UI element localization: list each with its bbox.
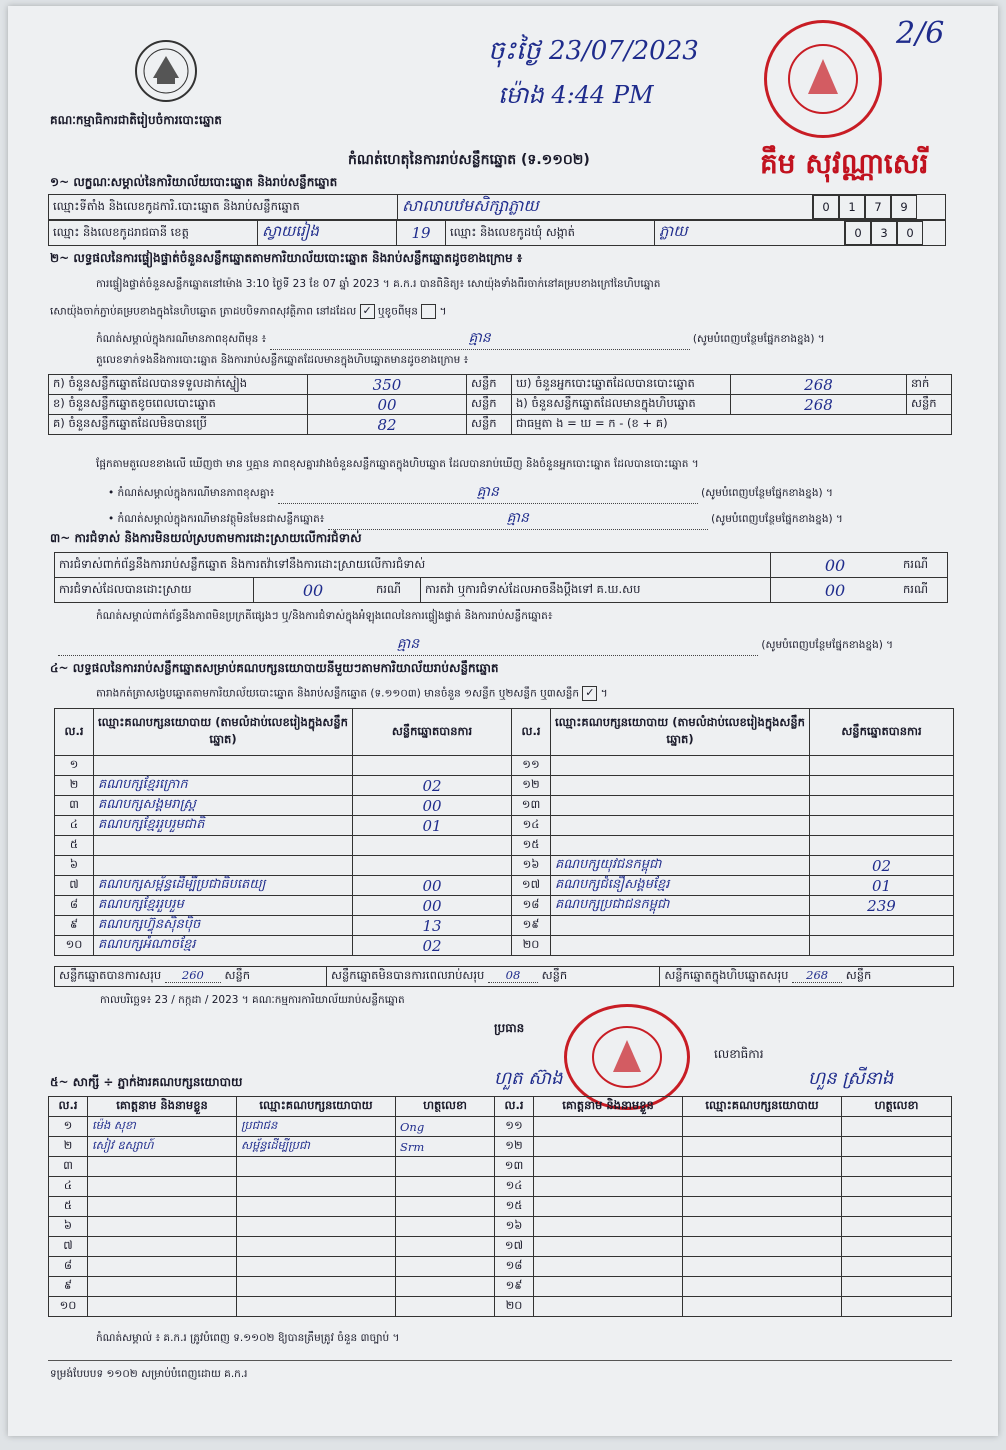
row-no: ១០ [55,936,94,956]
total-box [660,967,954,987]
witness-party [683,1237,842,1257]
row-no: ១៤ [495,1177,534,1197]
table-row [49,1237,952,1257]
count-value-c: 82 [308,415,467,435]
party-votes: 13 [353,916,512,936]
witness-signature [842,1217,952,1237]
witness-name [534,1297,683,1317]
row-no: ១ [49,1117,88,1137]
col-votes: សន្លឹកឆ្នោតបានការ [353,709,512,756]
table-row [55,916,954,936]
row-no: ១០ [49,1297,88,1317]
party-votes [810,936,954,956]
col-party: ឈ្មោះគណបក្សនយោបាយ [683,1097,842,1117]
witness-signature [396,1277,495,1297]
sec2-line1: ការផ្ទៀងផ្ទាត់ចំនួនសន្លឹកឆ្នោតនៅម៉ោង 3:10 ថ្ងៃទី 23 ខែ 07 ឆ្នាំ 2023 ។ គ.ក.រ បានពិនិត្យ៖ សោយ៉ុងទាំងពីរចាក់នៅគម្របខាងក្រៅនៃហិបឆ្នោត [96,278,661,290]
sec4-sub-text: តារាងកត់ត្រាសង្ខេបឆ្នោតតាមការិយាល័យបោះឆ្នោត និងរាប់សន្លឹកឆ្នោត (ទ.១១០៣) មានចំនួន ១សន្លឹក ឬ២សន្លឹក ឬ៣សន្លឹក [96,687,580,700]
party-name [551,936,810,956]
bullet1 [108,482,833,504]
province-label: ឈ្មោះ និងលេខកូដរាជធានី ខេត្ត [49,221,258,246]
party-name [94,756,353,776]
table-row [49,1177,952,1197]
province: ស្វាយរៀង [258,221,397,246]
chair-label: ប្រធាន [494,1021,525,1035]
party-votes: 00 [353,796,512,816]
party-votes: 00 [353,896,512,916]
row-no: ៥ [55,836,94,856]
col-party: ឈ្មោះគណបក្សនយោបាយ [237,1097,396,1117]
discrepancy-line [96,458,956,473]
count-unit: សន្លឹក [467,395,512,415]
objection-unit: ករណី [899,553,948,578]
row-no: ១៨ [512,896,551,916]
party-votes: 00 [353,876,512,896]
row-no: ១៧ [512,876,551,896]
party-name [551,916,810,936]
objection-label-1: ការជំទាស់ពាក់ព័ន្ធនឹងការរាប់សន្លឹកឆ្នោត និងការតវ៉ាទៅនឹងការដោះស្រាយលើការជំទាស់ [55,553,771,578]
col-party: ឈ្មោះគណបក្សនយោបាយ (តាមលំដាប់លេខរៀងក្នុងសន្លឹកឆ្នោត) [551,709,810,756]
section4-title: ៤~ លទ្ធផលនៃការរាប់សន្លឹកឆ្នោតសម្រាប់គណបក្សនយោបាយនីមួយៗតាមការិយាល័យរាប់សន្លឹកឆ្នោត [50,661,499,675]
row-no: ១១ [512,756,551,776]
witness-signature: Srm [396,1137,495,1157]
section1-table-row2 [48,220,946,246]
count-value-b: 00 [308,395,467,415]
code-digit: 1 [839,195,865,219]
sec2-note-value: គ្មាន [270,328,690,350]
row-no: ១១ [495,1117,534,1137]
commune-digit: 0 [897,221,923,245]
witness-signature [842,1117,952,1137]
count-unit: សន្លឹក [467,415,512,435]
witness-party [683,1117,842,1137]
party-name [551,836,810,856]
table-row [55,776,954,796]
row-no: ១៦ [512,856,551,876]
row-no: ៩ [55,916,94,936]
commune-digit: 3 [871,221,897,245]
row-no: ១៦ [495,1217,534,1237]
row-no: ២០ [495,1297,534,1317]
witness-party [683,1297,842,1317]
row-no: ២ [49,1137,88,1157]
bullet2-value: គ្មាន [328,508,708,530]
objection-value-3: 00 [771,578,900,603]
objection-label-3: ការតវ៉ា ឬការជំទាស់ដែលអាចនឹងប្តឹងទៅ គ.ឃ.សប [421,578,771,603]
party-votes: 02 [353,936,512,956]
witness-name [534,1217,683,1237]
witness-party [237,1157,396,1177]
station-name: សាលាបឋមសិក្សាភ្លាយ [398,195,813,220]
party-votes [810,796,954,816]
secretary-name: ហួន ស្រីនាង [808,1068,894,1089]
witness-name [534,1277,683,1297]
witness-signature [842,1137,952,1157]
col-sign: ហត្ថលេខា [396,1097,495,1117]
unit: សន្លឹក [224,968,251,982]
org-name: គណៈកម្មាធិការជាតិរៀបចំការបោះឆ្នោត [50,113,222,127]
total-box-value: 268 [792,968,842,983]
row-no: ៨ [49,1257,88,1277]
witness-name [88,1237,237,1257]
row-no: ៩ [49,1277,88,1297]
made-on: កាលបរិច្ឆេទ៖ 23 / កក្កដា / 2023 ។ គណៈកម្មការការិយាល័យរាប់សន្លឹកឆ្នោត [100,994,405,1006]
row-no: ១ [55,756,94,776]
party-name: គណបក្សខ្មែររួបរួម [94,896,353,916]
commune-digit: 0 [845,221,871,245]
witness-table [48,1096,952,1317]
witness-name: ម៉េង សុខា [88,1117,237,1137]
witness-signature [842,1257,952,1277]
witness-party [683,1277,842,1297]
witness-party [237,1297,396,1317]
witness-name [88,1297,237,1317]
intact-checkbox[interactable]: ✓ [360,304,375,319]
count-label-e: ង) ចំនួនសន្លឹកឆ្នោតដែលមានក្នុងហិបឆ្នោត [512,395,731,415]
province-code: 19 [397,221,446,246]
witness-party [683,1217,842,1237]
table-row [49,1277,952,1297]
row-no: ៤ [49,1177,88,1197]
fill-hint: (សូមបំពេញបន្ថែមផ្នែកខាងខ្នង) ។ [701,487,833,499]
party-name [94,836,353,856]
col-name: គោត្តនាម និងនាមខ្លួន [88,1097,237,1117]
row-no: ១៩ [512,916,551,936]
col-no: ល.រ [49,1097,88,1117]
committee-stamp [564,1004,690,1110]
discrepancy-text: ផ្អែកតាមតួលេខខាងលើ ឃើញថា មាន ឬគ្មាន ភាពខុសគ្នារវាងចំនួនសន្លឹកឆ្នោតក្នុងហិបឆ្នោត ដែលបានរាប់ឃើញ និងចំនួនអ្នកបោះឆ្នោត ដែលបានបោះឆ្នោត ។ [96,458,699,470]
witness-party [237,1197,396,1217]
unit: សន្លឹក [845,968,872,982]
row-no: ៧ [55,876,94,896]
row-no: ១៧ [495,1237,534,1257]
section5-title: ៥~ សាក្សី ÷ ភ្នាក់ងារគណបក្សនយោបាយ [50,1075,243,1089]
section3-title: ៣~ ការជំទាស់ និងការមិនយល់ស្របតាមការដោះស្រាយលើការជំទាស់ [50,531,362,545]
bullet1-label: • កំណត់សម្គាល់ក្នុងករណីមានភាពខុសគ្នា៖ [108,487,275,499]
row-no: ១២ [495,1137,534,1157]
witness-signature [842,1297,952,1317]
row-no: ២ [55,776,94,796]
party-name: គណបក្សសម្ព័ន្ធដើម្បីប្រជាធិបតេយ្យ [94,876,353,896]
total-invalid-value: 08 [488,968,538,983]
witness-signature [396,1257,495,1277]
party-name: គណបក្សខ្មែររួបរួមជាតិ [94,816,353,836]
total-valid-label: សន្លឹកឆ្នោតបានការសរុប [59,968,162,982]
witness-signature [842,1277,952,1297]
table-row [55,896,954,916]
table-row [55,876,954,896]
witness-signature [396,1217,495,1237]
sec3-note-line [58,634,893,656]
table-row [55,936,954,956]
row-no: ១៤ [512,816,551,836]
chair-name: ហួត ស៊ាង [494,1068,563,1089]
row-no: ២០ [512,936,551,956]
witness-party [237,1177,396,1197]
party-votes [810,836,954,856]
counts-table [48,374,952,435]
table-row [49,1297,952,1317]
sec2-intro: តួលេខទាក់ទងនឹងការបោះឆ្នោត និងការរាប់សន្លឹកឆ្នោតដែលមានក្នុងហិបឆ្នោតមានដូចខាងក្រោម ៖ [96,354,469,366]
three-sheets-checkbox[interactable]: ✓ [582,686,597,701]
totals-table [54,966,954,987]
count-label-d: ឃ) ចំនួនអ្នកបោះឆ្នោតដែលបានបោះឆ្នោត [512,375,731,395]
count-label-c: គ) ចំនួនសន្លឹកឆ្នោតដែលមិនបានប្រើ [49,415,308,435]
row-no: ១២ [512,776,551,796]
row1-label: ឈ្មោះទីតាំង និងលេខកូដការិ.បោះឆ្នោត និងរាប់សន្លឹកឆ្នោត [49,195,398,220]
total-box-label: សន្លឹកឆ្នោតក្នុងហិបឆ្នោតសរុប [664,968,789,982]
unit: សន្លឹក [541,968,568,982]
count-value-e: 268 [731,395,907,415]
code-digit: 7 [865,195,891,219]
sec4-sub: តារាងកត់ត្រាសង្ខេបឆ្នោតតាមការិយាល័យបោះឆ្នោត និងរាប់សន្លឹកឆ្នោត (ទ.១១០៣) មានចំនួន ១សន្លឹក ឬ២សន្លឹក ឬ៣សន្លឹក ✓ ។ [96,686,608,700]
footer-note: កំណត់សម្គាល់ ៖ គ.ក.រ ត្រូវបំពេញ ទ.១១០២ ឱ្យបានត្រឹមត្រូវ ចំនួន ៣ច្បាប់ ។ [96,1332,400,1344]
witness-signature [396,1197,495,1217]
objection-unit: ករណី [372,578,421,603]
row-no: ៨ [55,896,94,916]
party-name: គណបក្សប្រជាជនកម្ពុជា [551,896,810,916]
count-value-a: 350 [308,375,467,395]
count-value-d: 268 [731,375,907,395]
witness-name [88,1277,237,1297]
party-votes [810,756,954,776]
table-row [55,816,954,836]
table-row [49,1157,952,1177]
witness-name [88,1177,237,1197]
party-votes: 01 [353,816,512,836]
party-votes [810,916,954,936]
witness-name [88,1197,237,1217]
section1-table [48,194,946,220]
row-no: ៥ [49,1197,88,1217]
party-votes [810,816,954,836]
handwritten-date: ចុះថ្ងៃ 23/07/2023 [488,36,699,66]
row-no: ១៩ [495,1277,534,1297]
objection-value-2: 00 [254,578,373,603]
col-party: ឈ្មោះគណបក្សនយោបាយ (តាមលំដាប់លេខរៀងក្នុងសន្លឹកឆ្នោត) [94,709,353,756]
witness-signature [842,1237,952,1257]
witness-signature [842,1177,952,1197]
signer-name: គឹម សុវណ្ណាសេរី [760,147,929,180]
table-row [49,1197,952,1217]
opt-broken-label: ឬខូចពីមុន [377,305,418,318]
party-name: គណបក្សខ្មែរក្រោក [94,776,353,796]
row-no: ៦ [55,856,94,876]
nec-logo-icon [133,38,199,104]
total-invalid-label: សន្លឹកឆ្នោតមិនបានការពេលរាប់សរុប [331,968,485,982]
sec2-line2: សោយ៉ុងចាក់ភ្ជាប់គម្របខាងក្នុងនៃហិបឆ្នោត ត្រាដបបិទភាពសុវត្ថិភាព នៅដដែល ✓ ឬខូចពីមុន ។ [50,304,447,318]
bullet1-value: គ្មាន [278,482,698,504]
table-row [49,1137,952,1157]
row-no: ១៥ [512,836,551,856]
party-name: គណបក្សសង្គមរាស្ត្រ [94,796,353,816]
row-no: ១៨ [495,1257,534,1277]
count-label-b: ខ) ចំនួនសន្លឹកឆ្នោតខូចពេលបោះឆ្នោត [49,395,308,415]
sec3-note: កំណត់សម្គាល់ពាក់ព័ន្ធនឹងភាពមិនប្រក្រតីផ្សេងៗ ឬ/និងការជំទាស់ក្នុងអំឡុងពេលនៃការផ្ទៀងផ្ទាត់ និងការរាប់សន្លឹកឆ្នោត៖ [96,610,553,622]
witness-name [534,1117,683,1137]
sec2-note [96,328,946,350]
commune-label: ឈ្មោះ និងលេខកូដឃុំ សង្កាត់ [446,221,655,246]
form-ref: ទម្រង់បែបបទ ១១០២ សម្រាប់បំពេញដោយ គ.ក.រ [50,1368,248,1380]
party-votes [353,836,512,856]
secretary-label: លេខាធិការ [714,1047,764,1061]
witness-name [88,1257,237,1277]
total-invalid [327,967,660,987]
bullet2-label: • កំណត់សម្គាល់ក្នុងករណីមានវត្ថុមិនមែនជាសន្លឹកឆ្នោត៖ [108,513,325,525]
witness-party [683,1137,842,1157]
table-row [49,1117,952,1137]
witness-signature [396,1237,495,1257]
party-name: គណបក្សជំនឿសង្គមខ្មែរ [551,876,810,896]
table-row [55,856,954,876]
party-votes [810,776,954,796]
col-no: ល.រ [495,1097,534,1117]
party-name [551,816,810,836]
witness-name [534,1257,683,1277]
witness-party [683,1197,842,1217]
witness-name: សៀវ ឧស្សាហ៍ [88,1137,237,1157]
col-votes: សន្លឹកឆ្នោតបានការ [810,709,954,756]
total-valid [55,967,327,987]
witness-name [88,1217,237,1237]
handwritten-time: ម៉ោង 4:44 PM [498,81,654,109]
col-no: ល.រ [55,709,94,756]
witness-party [237,1217,396,1237]
witness-signature: Ong [396,1117,495,1137]
results-table [54,708,954,956]
commune: ភ្លាយ [655,221,845,246]
table-row [55,836,954,856]
witness-party [237,1277,396,1297]
col-name: គោត្តនាម និងនាមខ្លួន [534,1097,683,1117]
witness-party [683,1157,842,1177]
witness-name [534,1237,683,1257]
objection-label-2: ការជំទាស់ដែលបានដោះស្រាយ [55,578,254,603]
count-unit: សន្លឹក [467,375,512,395]
witness-name [534,1177,683,1197]
row-no: ១៥ [495,1197,534,1217]
witness-signature [396,1157,495,1177]
footer-divider [48,1360,952,1361]
fill-hint: (សូមបំពេញបន្ថែមផ្នែកខាងខ្នង) ។ [692,333,825,345]
election-form-page [8,6,998,1436]
witness-name [534,1137,683,1157]
fill-hint: (សូមបំពេញបន្ថែមផ្នែកខាងខ្នង) ។ [761,639,894,651]
witness-signature [842,1157,952,1177]
party-votes [353,756,512,776]
party-name [551,776,810,796]
witness-name [534,1197,683,1217]
witness-party [683,1257,842,1277]
row-no: ៣ [49,1157,88,1177]
witness-signature [396,1177,495,1197]
code-digit: 9 [891,195,917,219]
page-mark: 2/6 [896,16,945,51]
col-sign: ហត្ថលេខា [842,1097,952,1117]
party-votes [353,856,512,876]
witness-name [534,1157,683,1177]
witness-name [88,1157,237,1177]
table-row [49,1217,952,1237]
objection-unit: ករណី [899,578,948,603]
section2-title: ២~ លទ្ធផលនៃការផ្ទៀងផ្ទាត់ចំនួនសន្លឹកឆ្នោតតាមការិយាល័យបោះឆ្នោត និងរាប់សន្លឹកឆ្នោតដូចខាងក្រោម ៖ [50,251,523,265]
witness-party: ប្រជាជន [237,1117,396,1137]
row-no: ៧ [49,1237,88,1257]
sec3-note-value: គ្មាន [58,634,758,656]
row-no: ៣ [55,796,94,816]
sec2-note-label: កំណត់សម្គាល់ក្នុងករណីមានភាពខុសពីមុន ៖ [96,333,267,345]
fill-hint: (សូមបំពេញបន្ថែមផ្នែកខាងខ្នង) ។ [711,513,843,525]
party-name: គណបក្សហ៊្វុនស៊ិនប៉ិច [94,916,353,936]
witness-party [237,1237,396,1257]
broken-checkbox[interactable] [421,304,436,319]
witness-signature [396,1297,495,1317]
party-votes: 02 [353,776,512,796]
witness-signature [842,1197,952,1217]
table-row [55,756,954,776]
party-votes: 239 [810,896,954,916]
count-label-a: ក) ចំនួនសន្លឹកឆ្នោតដែលបានទទួលដាក់ស្នៀង [49,375,308,395]
commune-code [845,221,946,246]
objections-table [54,552,948,603]
station-code [813,195,946,220]
witness-party: សម្ព័ន្ធដើម្បីប្រជា [237,1137,396,1157]
party-name: គណបក្សអំណាចខ្មែរ [94,936,353,956]
bullet2 [108,508,843,530]
form-title: កំណត់ហេតុនៃការរាប់សន្លឹកឆ្នោត (ទ.១១០២) [348,152,590,168]
witness-party [683,1177,842,1197]
row-no: ១៣ [495,1157,534,1177]
count-unit-d: នាក់ [907,375,952,395]
party-name: គណបក្សយុវជនកម្ពុជា [551,856,810,876]
row-no: ៤ [55,816,94,836]
table-row [55,796,954,816]
party-votes: 02 [810,856,954,876]
party-votes: 01 [810,876,954,896]
witness-party [237,1257,396,1277]
row-no: ១៣ [512,796,551,816]
col-no: ល.រ [512,709,551,756]
party-name [94,856,353,876]
code-digit: 0 [813,195,839,219]
table-row [49,1257,952,1277]
party-name [551,796,810,816]
party-name [551,756,810,776]
objection-value-1: 00 [771,553,900,578]
count-unit-e: សន្លឹក [907,395,952,415]
sec2-line2-text: សោយ៉ុងចាក់ភ្ជាប់គម្របខាងក្នុងនៃហិបឆ្នោត ត្រាដបបិទភាពសុវត្ថិភាព នៅដដែល [50,305,357,318]
official-seal-stamp [764,20,882,138]
count-formula: ជាធម្មតា ង = ឃ = ក - (ខ + គ) [512,415,952,435]
section1-title: ១~ លក្ខណៈសម្គាល់នៃការិយាល័យបោះឆ្នោត និងរាប់សន្លឹកឆ្នោត [50,175,338,189]
row-no: ៦ [49,1217,88,1237]
total-valid-value: 260 [165,968,221,983]
